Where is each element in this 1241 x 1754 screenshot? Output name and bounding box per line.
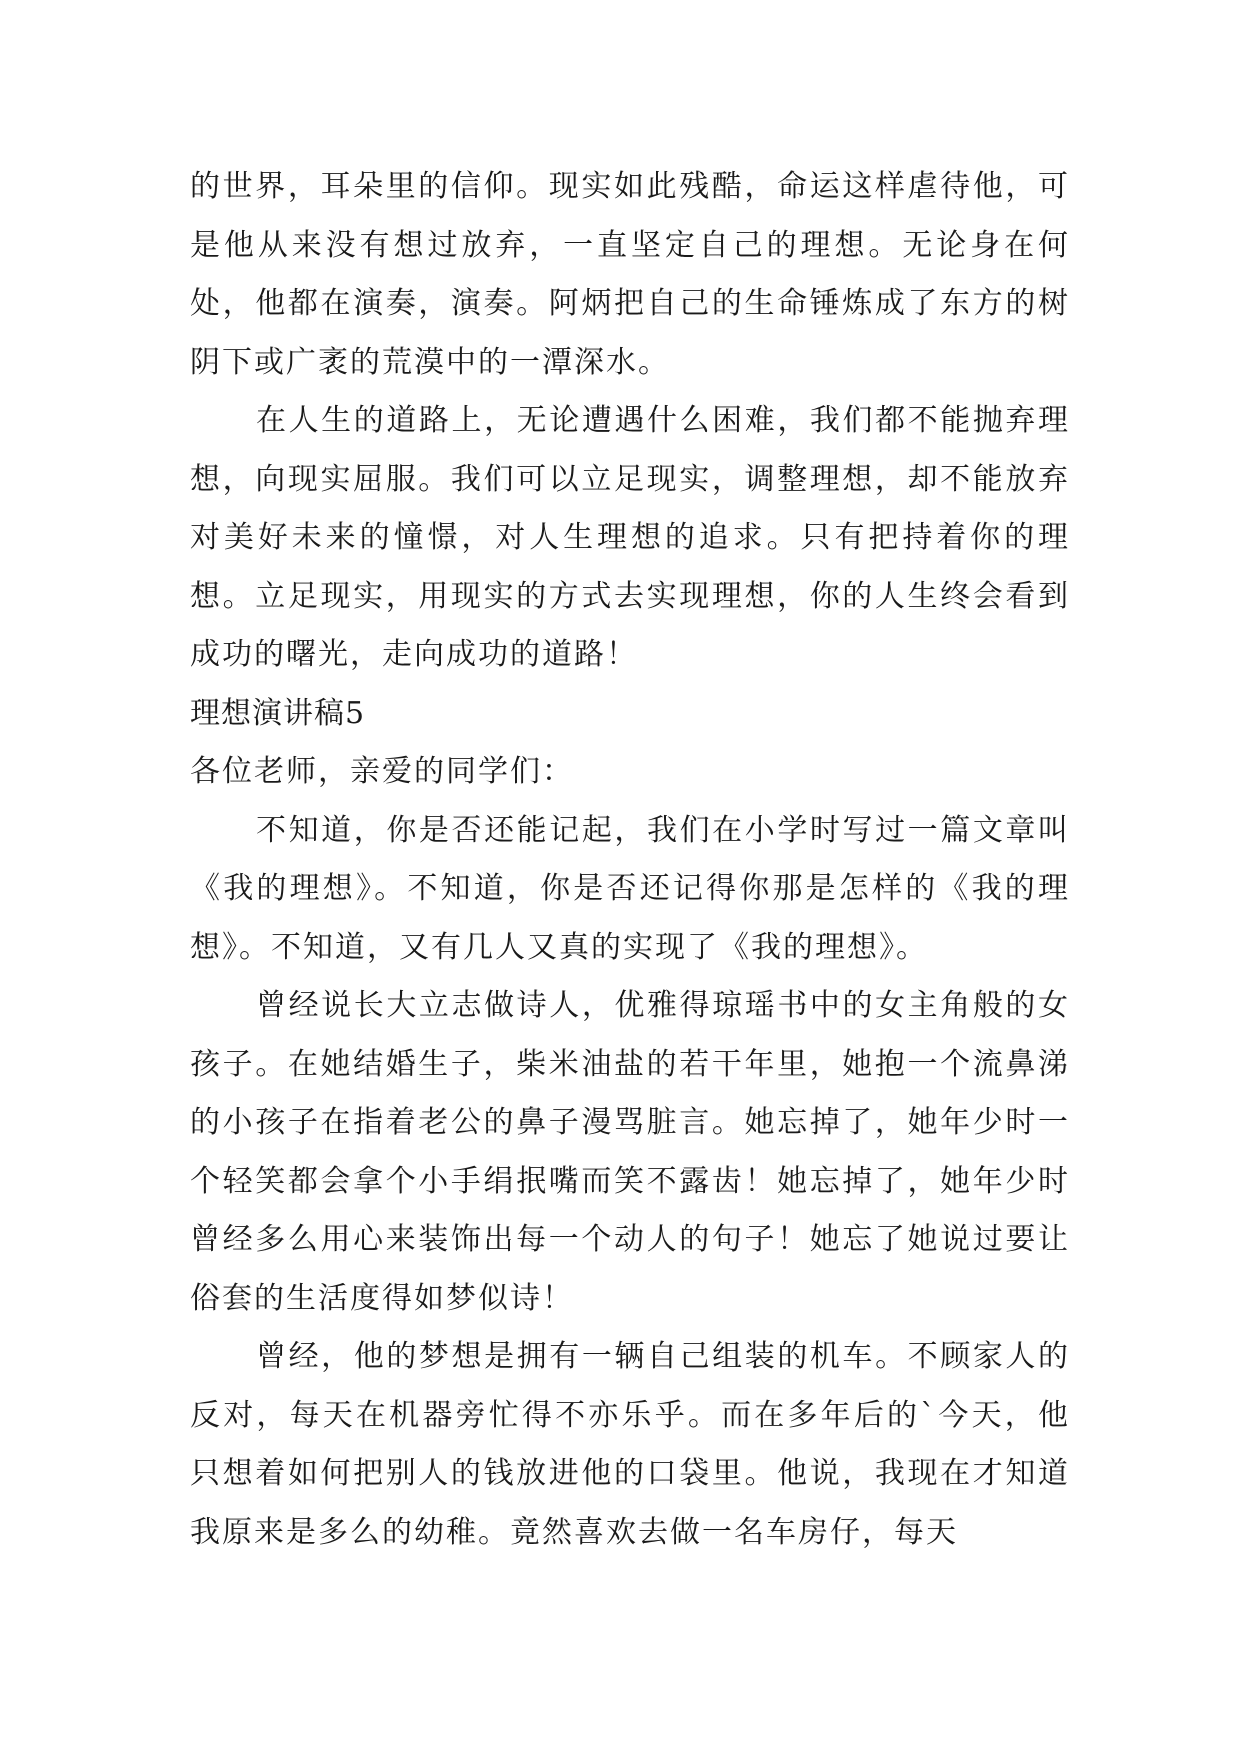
paragraph: 不知道，你是否还能记起，我们在小学时写过一篇文章叫《我的理想》。不知道，你是否还记得你那是怎样的《我的理想》。不知道，又有几人又真的实现了《我的理想》。 xyxy=(190,812,1070,965)
paragraph: 在人生的道路上，无论遭遇什么困难，我们都不能抛弃理想，向现实屈服。我们可以立足现实，调整理想，却不能放弃对美好未来的憧憬，对人生理想的追求。只有把持着你的理想。立足现实，用现实的方式去实现理想，你的人生终会看到成功的曙光，走向成功的道路！ xyxy=(190,403,1070,672)
document-body xyxy=(190,158,1070,1562)
paragraph: 的世界，耳朵里的信仰。现实如此残酷，命运这样虐待他，可是他从来没有想过放弃，一直坚定自己的理想。无论身在何处，他都在演奏，演奏。阿炳把自己的生命锤炼成了东方的树阴下或广袤的荒漠中的一潭深水。 xyxy=(190,169,1070,380)
paragraph: 曾经说长大立志做诗人，优雅得琼瑶书中的女主角般的女孩子。在她结婚生子，柴米油盐的若干年里，她抱一个流鼻涕的小孩子在指着老公的鼻子漫骂脏言。她忘掉了，她年少时一个轻笑都会拿个小手绢抿嘴而笑不露齿！她忘掉了，她年少时曾经多么用心来装饰出每一个动人的句子！她忘了她说过要让俗套的生活度得如梦似诗！ xyxy=(190,988,1070,1316)
salutation: 各位老师，亲爱的同学们： xyxy=(190,754,574,789)
section-heading: 理想演讲稿5 xyxy=(190,695,366,731)
paragraph: 曾经，他的梦想是拥有一辆自己组装的机车。不顾家人的反对，每天在机器旁忙得不亦乐乎。而在多年后的`今天，他只想着如何把别人的钱放进他的口袋里。他说，我现在才知道我原来是多么的幼稚。竟然喜欢去做一名车房仔，每天 xyxy=(190,1339,1070,1550)
